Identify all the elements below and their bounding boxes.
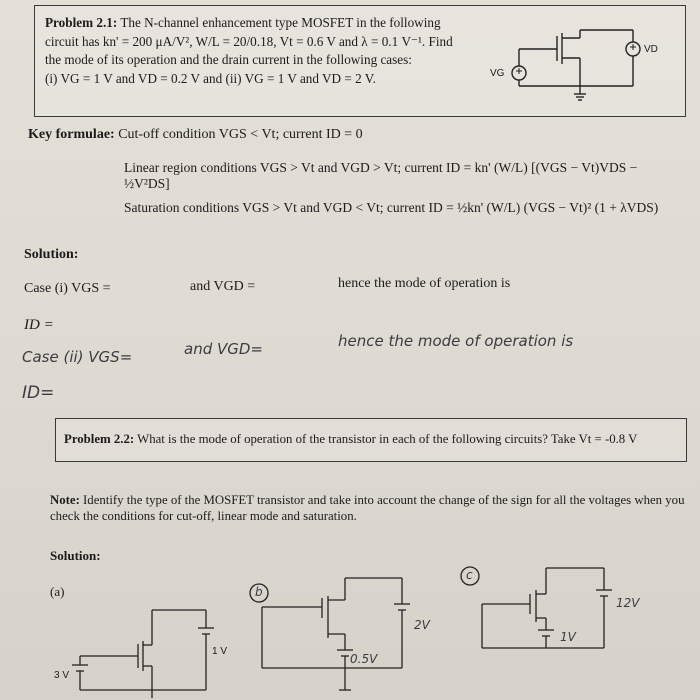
saturation-formula: Saturation conditions VGS > Vt and VGD < Vt; current ID = ½kn' (W/L) (VGS − Vt)² (1 + λVDS) [124, 200, 659, 215]
problem-2-1-line1: The N-channel enhancement type MOSFET in the following [120, 15, 441, 30]
case-i-mode: hence the mode of operation is [338, 276, 511, 291]
case-i-vgd: and VGD = [190, 279, 256, 294]
cutoff-formula: Cut-off condition VGS < Vt; current ID = 0 [118, 127, 363, 142]
problem-2-2-question: What is the mode of operation of the transistor in each of the following circuits? Take Vt = -0.8 V [137, 432, 638, 446]
solution-2-heading: Solution: [50, 548, 101, 563]
id-label: ID = [24, 317, 54, 333]
note-text: Identify the type of the MOSFET transistor and take into account the change of the sign for all the voltages when you check the conditions for cut-off, linear mode and saturation. [50, 493, 685, 523]
circuit-c-1v: 1V [560, 630, 576, 644]
circuit-c-12v: 12V [616, 596, 640, 610]
linear-formula: Linear region conditions VGS > Vt and VGD > Vt; current ID = kn' (W/L) [(VGS − Vt)VDS − ½V²DS] [124, 160, 638, 191]
problem-2-2-title: Problem 2.2: [64, 432, 135, 446]
handwritten-case-ii: Case (ii) VGS= [22, 348, 133, 366]
problem-2-1-line4: (i) VG = 1 V and VD = 0.2 V and (ii) VG = 1 V and VD = 2 V. [45, 70, 376, 86]
circuit-b-0-5v: 0.5V [350, 652, 378, 666]
vd-label: VD [644, 44, 658, 55]
handwritten-id: ID= [22, 383, 55, 403]
handwritten-and-vgd: and VGD= [184, 340, 263, 358]
handwritten-mode: hence the mode of operation is [338, 332, 574, 350]
circuit-a-3v: 3 V [54, 670, 70, 681]
circuit-b-label: b [255, 585, 263, 599]
vg-label: VG [490, 68, 505, 79]
key-formulae-heading: Key formulae: [28, 127, 115, 142]
note-heading: Note: [50, 493, 80, 507]
circuit-b-2v: 2V [414, 618, 430, 632]
circuit-a-1v: 1 V [212, 646, 228, 657]
solution-1-heading: Solution: [24, 247, 79, 262]
problem-2-1-title: Problem 2.1: [45, 15, 118, 30]
problem-2-1-line2: circuit has kn' = 200 μA/V², W/L = 20/0.18, Vt = 0.6 V and λ = 0.1 V⁻¹. Find [45, 33, 453, 49]
circuit-c-label: c [466, 568, 473, 582]
circuit-a-label: (a) [50, 584, 65, 599]
case-i-vgs: Case (i) VGS = [24, 281, 111, 296]
problem-2-1-line3: the mode of its operation and the drain current in the following cases: [45, 52, 412, 67]
